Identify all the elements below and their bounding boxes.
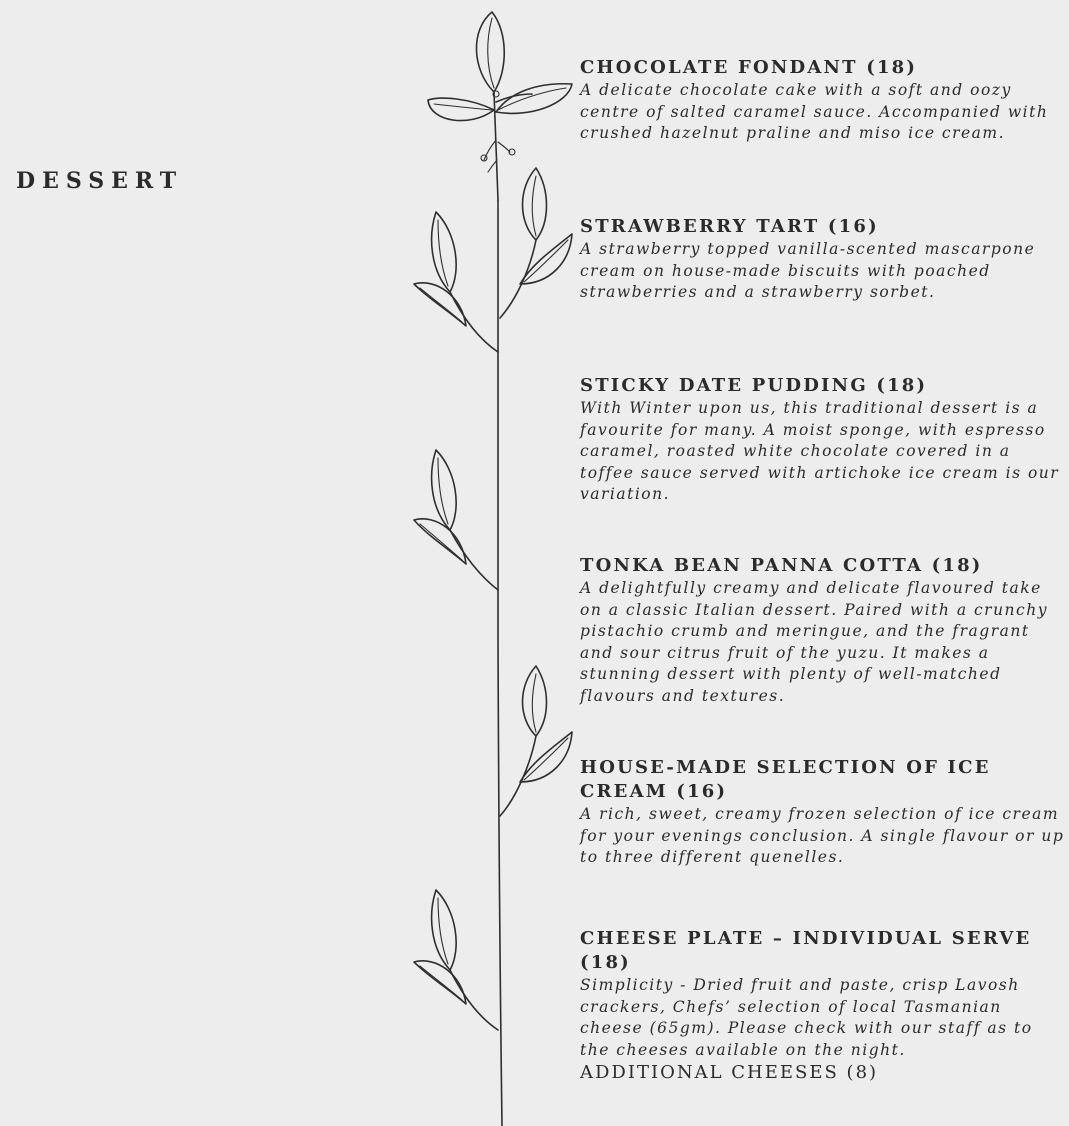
left-leaf-branch [414,890,498,1030]
left-leaf-branch [414,450,498,590]
section-title: DESSERT [16,168,184,194]
item-title: TONKA BEAN PANNA COTTA (18) [580,555,983,576]
menu-item-chocolate-fondant [580,56,1066,145]
item-description: A rich, sweet, creamy frozen selection of ice cream for your evenings conclusion. A single flavour or up to three different quenelles. [580,805,1065,866]
botanical-vine-illustration [400,0,580,1126]
item-title: STICKY DATE PUDDING (18) [580,375,928,396]
item-description: Simplicity - Dried fruit and paste, crisp Lavosh crackers, Chefs’ selection of local Tasmanian cheese (65gm). Please check with our staff as to the cheeses available on the night. [580,976,1033,1059]
right-leaf-branch [500,666,572,816]
right-leaf-branch [500,168,572,318]
item-title: CHOCOLATE FONDANT (18) [580,57,918,78]
menu-item-sticky-date-pudding [580,374,1066,506]
item-title: HOUSE-MADE SELECTION OF ICE CREAM (16) [580,757,991,802]
item-title: STRAWBERRY TART (16) [580,216,879,237]
item-description: A strawberry topped vanilla-scented mascarpone cream on house-made biscuits with poached strawberries and a strawberry sorbet. [580,240,1036,301]
item-description: With Winter upon us, this traditional dessert is a favourite for many. A moist sponge, with espresso caramel, roasted white chocolate covered in a toffee sauce served with artichoke ice cream is our variation. [580,399,1060,503]
item-description: A delightfully creamy and delicate flavoured take on a classic Italian dessert. Paired with a crunchy pistachio crumb and meringue, and the fragrant and sour citrus fruit of the yuzu. It makes a stunning dessert with plenty of well-matched flavours and textures. [580,579,1048,705]
menu-item-strawberry-tart [580,215,1066,304]
menu-item-tonka-bean-panna-cotta [580,554,1066,707]
menu-item-cheese-plate [580,927,1066,1085]
top-leaf-cluster [428,12,572,200]
item-description: A delicate chocolate cake with a soft and oozy centre of salted caramel sauce. Accompanied with crushed hazelnut praline and miso ice cream. [580,81,1049,142]
item-title: CHEESE PLATE – INDIVIDUAL SERVE (18) [580,928,1032,973]
left-leaf-branch [414,212,498,352]
item-extra-option: ADDITIONAL CHEESES (8) [580,1062,879,1083]
menu-item-ice-cream-selection [580,756,1066,869]
